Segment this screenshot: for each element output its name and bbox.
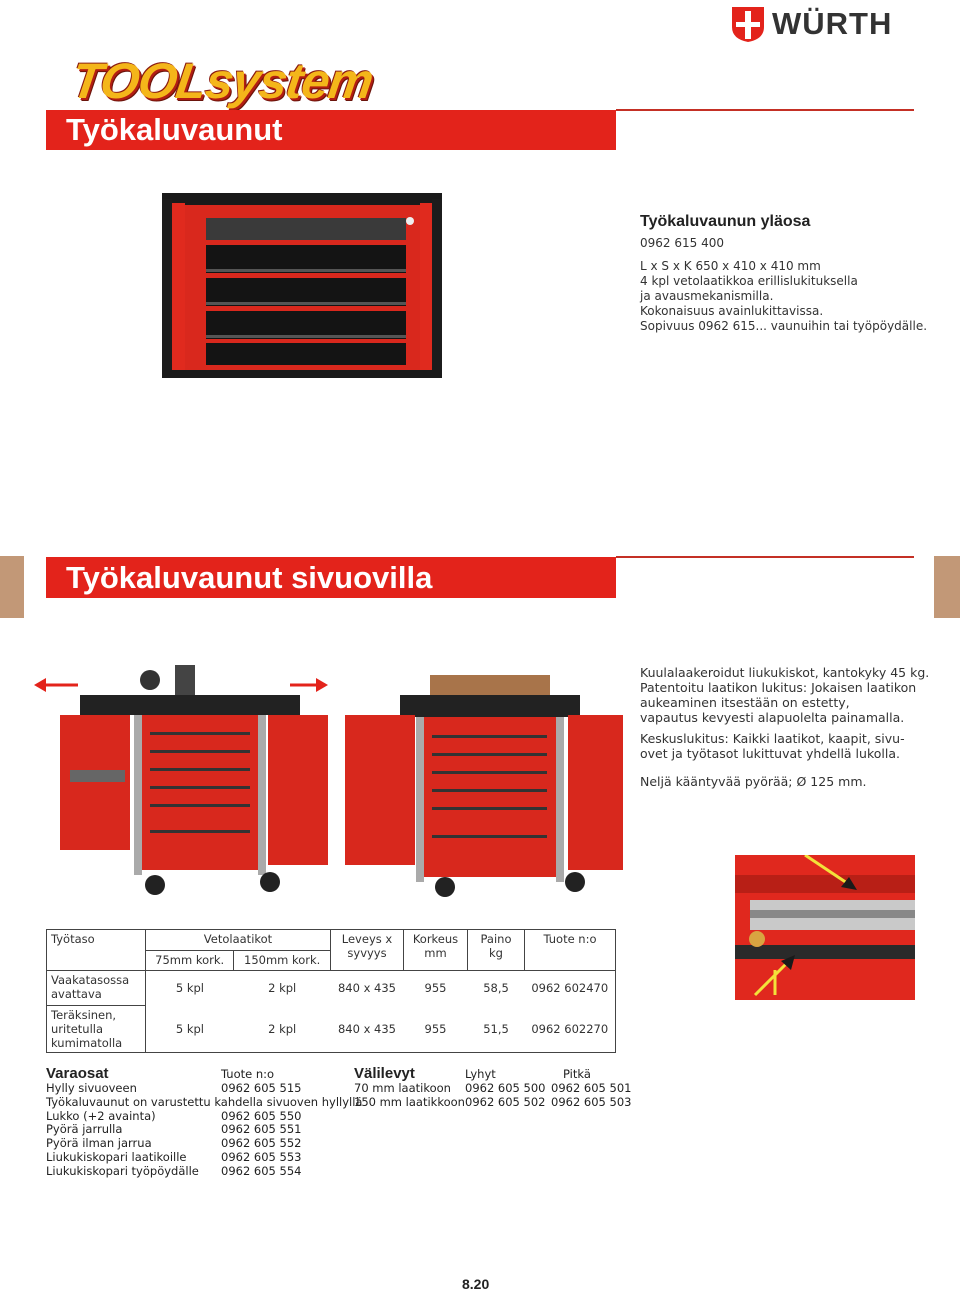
product-specs	[640, 259, 940, 334]
product-description-side-doors	[640, 665, 940, 789]
wurth-logo-mark	[730, 5, 766, 43]
divider-short-code: 0962 605 502	[465, 1094, 546, 1109]
spec-line: 4 kpl vetolaatikkoa erillislukituksella	[640, 274, 858, 288]
desc-line: Neljä kääntyvää pyörää; Ø 125 mm.	[640, 774, 867, 789]
side-tab-right	[934, 556, 960, 618]
desc-line: aukeaminen itsestään on estetty,	[640, 695, 850, 710]
header-weight: Paino kg	[468, 930, 525, 971]
product-title: Työkaluvaunun yläosa	[640, 213, 811, 230]
list-item	[46, 1165, 346, 1179]
desc-paragraph	[640, 665, 940, 725]
cell-size: 840 x 435	[331, 1006, 404, 1053]
cell-height: 955	[404, 1006, 468, 1053]
part-code: 0962 605 552	[221, 1136, 302, 1151]
dividers-section	[354, 1065, 644, 1110]
desc-line: Keskuslukitus: Kaikki laatikot, kaapit, sivu-	[640, 731, 905, 746]
part-code: 0962 605 553	[221, 1149, 302, 1164]
table-row	[47, 971, 616, 1006]
part-name: Lukko (+2 avainta)	[46, 1108, 156, 1123]
cell-d150: 2 kpl	[268, 981, 297, 996]
spec-table	[46, 929, 616, 1053]
list-item	[46, 1094, 363, 1110]
part-name: Pyörä jarrulla	[46, 1122, 123, 1137]
section-heading-text: Työkaluvaunut	[66, 112, 283, 147]
toolsystem-logo: TOOLsystem	[68, 53, 377, 109]
list-item	[46, 1151, 346, 1165]
spec-line: Kokonaisuus avainlukittavissa.	[640, 304, 824, 318]
desc-line: Patentoitu laatikon lukitus: Jokaisen laatikon	[640, 680, 917, 695]
divider-long-code: 0962 605 503	[551, 1094, 632, 1109]
cabinet-top-image	[160, 185, 445, 380]
part-code: 0962 605 515	[221, 1081, 302, 1095]
product-code: 0962 615 400	[640, 236, 724, 250]
divider-long-code: 0962 605 501	[551, 1081, 632, 1095]
part-code: 0962 605 551	[221, 1122, 302, 1137]
dividers-list	[354, 1082, 644, 1110]
wurth-logo-text: WÜRTH	[772, 6, 893, 41]
part-code: 0962 605 554	[221, 1163, 302, 1178]
list-item	[46, 1137, 346, 1151]
desc-line: ovet ja työtasot lukittuvat yhdellä lukolla.	[640, 746, 900, 761]
header-drawer-75: 75mm kork.	[146, 950, 234, 971]
header-worktop: Työtaso	[47, 930, 146, 971]
cell-height: 955	[424, 981, 447, 996]
side-tab-left	[0, 556, 24, 618]
list-item	[354, 1082, 644, 1096]
list-item	[354, 1096, 644, 1110]
header-drawer-150: 150mm kork.	[234, 950, 331, 971]
desc-line: Kuulalaakeroidut liukukiskot, kantokyky 45 kg.	[640, 665, 930, 680]
spec-line: Sopivuus 0962 615... vaunuihin tai työpöydälle.	[640, 319, 928, 333]
spare-parts-title: Varaosat	[46, 1065, 109, 1082]
part-name: Hylly sivuoveen	[46, 1081, 137, 1095]
cell-size: 840 x 435	[337, 981, 397, 996]
desc-paragraph	[640, 731, 940, 761]
header-code: Tuote n:o	[525, 930, 616, 971]
trolley-image-left	[0, 650, 340, 905]
section-heading-text: Työkaluvaunut sivuovilla	[66, 559, 433, 595]
cell-d75: 5 kpl	[146, 1006, 234, 1053]
header-size: Leveys x syvyys	[331, 930, 404, 971]
dividers-short-header: Lyhyt	[465, 1067, 496, 1081]
drawer-slide-detail-image	[735, 855, 915, 1000]
spare-parts-list	[46, 1081, 363, 1179]
part-name: Liukukiskopari laatikoille	[46, 1149, 187, 1164]
section-heading-tool-cabinets	[46, 110, 616, 150]
part-name: Pyörä ilman jarrua	[46, 1136, 152, 1151]
table-row	[47, 1006, 616, 1053]
part-code: 0962 605 550	[221, 1108, 302, 1123]
spec-line: ja avausmekanismilla.	[640, 289, 774, 303]
cell-weight: 51,5	[468, 1006, 525, 1053]
cell-code: 0962 602470	[525, 971, 616, 1006]
spare-parts-section	[46, 1065, 363, 1179]
divider-name: 70 mm laatikoon	[354, 1081, 451, 1095]
cell-worktop: Teräksinen, uritetulla kumimatolla	[47, 1006, 146, 1053]
spec-line: L x S x K 650 x 410 x 410 mm	[640, 259, 821, 273]
part-name: Liukukiskopari työpöydälle	[46, 1163, 199, 1178]
heading-rule	[616, 556, 914, 558]
cell-d150: 2 kpl	[234, 1006, 331, 1053]
cell-worktop: Vaakatasossa avattava	[47, 971, 146, 1006]
desc-paragraph	[640, 774, 940, 789]
trolley-image-right	[340, 650, 630, 905]
header-height: Korkeus mm	[404, 930, 468, 971]
list-item	[46, 1082, 346, 1096]
divider-name: 150 mm laatikkoon	[354, 1094, 465, 1109]
page-number: 8.20	[462, 1276, 490, 1292]
heading-rule	[616, 109, 914, 111]
list-item	[46, 1123, 346, 1137]
cell-weight: 58,5	[483, 981, 509, 996]
dividers-title: Välilevyt	[354, 1065, 415, 1082]
cell-code: 0962 602270	[525, 1006, 616, 1053]
spare-parts-code-header: Tuote n:o	[221, 1067, 275, 1081]
list-item	[46, 1110, 346, 1124]
dividers-long-header: Pitkä	[563, 1067, 591, 1081]
table-header-row	[47, 930, 616, 951]
part-name: Työkaluvaunut on varustettu kahdella sivuoven hyllyllä	[46, 1094, 363, 1109]
product-description-top	[640, 213, 940, 334]
cell-d75: 5 kpl	[175, 981, 204, 996]
desc-line: vapautus kevyesti alapuolelta painamalla.	[640, 710, 905, 725]
wurth-logo	[730, 5, 920, 45]
section-heading-cabinets-with-doors	[46, 557, 616, 598]
header-drawers: Vetolaatikot	[146, 930, 331, 951]
divider-short-code: 0962 605 500	[465, 1081, 546, 1095]
